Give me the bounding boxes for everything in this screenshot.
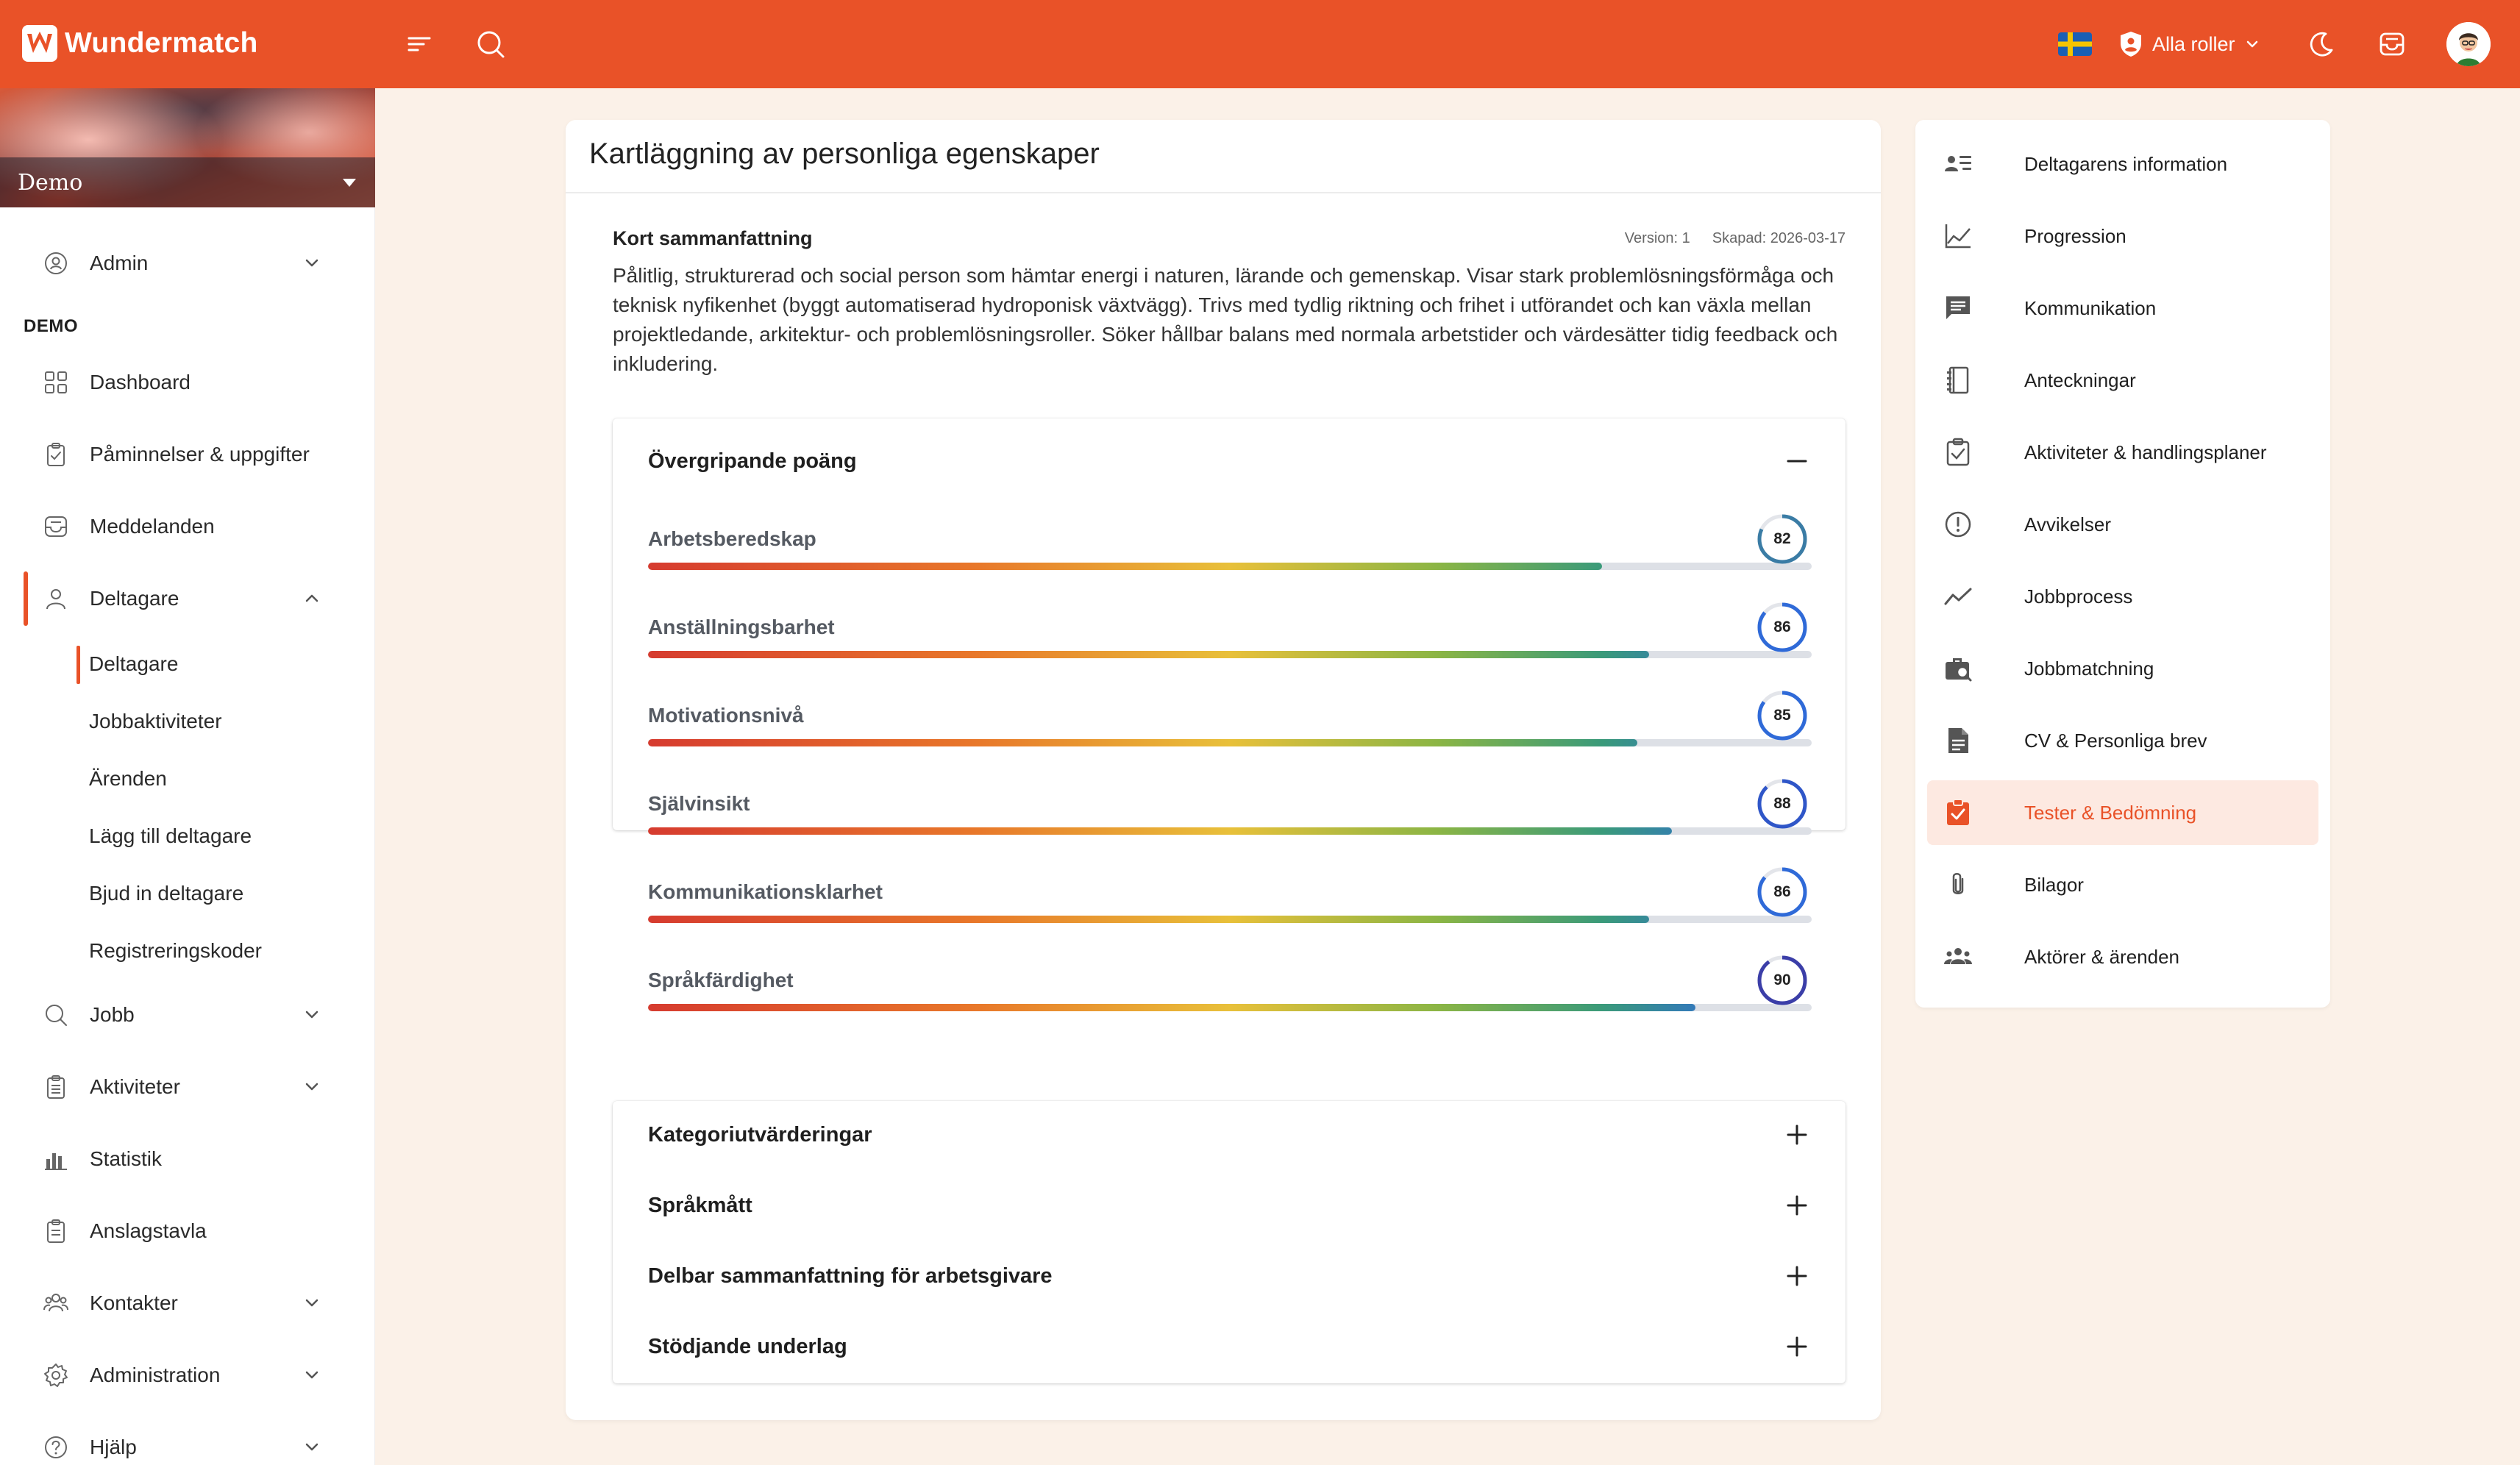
search-button[interactable] [467, 21, 514, 68]
sidebar-item-jobs[interactable] [0, 991, 375, 1038]
score-bar-fill [648, 651, 1649, 658]
user-avatar[interactable] [2446, 22, 2491, 66]
score-value: 85 [1773, 707, 1791, 724]
sidebar-item-label: Aktiviteter [90, 1075, 180, 1098]
score-bar-fill [648, 827, 1672, 835]
score-label: Motivationsnivå [648, 704, 804, 727]
sort-lines-icon [405, 29, 434, 59]
chevron-down-icon [302, 1293, 322, 1313]
sidebar-section-label: DEMO [24, 316, 78, 336]
clipboard-list-icon [43, 1218, 69, 1244]
page-title: Kartläggning av personliga egenskaper [589, 138, 1100, 170]
score-value: 82 [1773, 530, 1791, 547]
menu-progression[interactable] [1927, 204, 2318, 268]
score-label: Kommunikationsklarhet [648, 880, 883, 903]
expand-icon[interactable] [1784, 1263, 1810, 1289]
sidebar-item-label: Deltagare [90, 587, 179, 610]
caret-down-icon [343, 179, 356, 187]
menu-communication[interactable] [1927, 276, 2318, 341]
score-bar-fill [648, 916, 1649, 923]
search-icon [43, 1002, 69, 1028]
chevron-down-icon [302, 1077, 322, 1097]
score-value: 86 [1773, 619, 1791, 635]
score-row [648, 504, 1812, 592]
score-bar-track [648, 916, 1812, 923]
sidebar-item-label: Kontakter [90, 1291, 178, 1314]
summary-heading: Kort sammanfattning [613, 227, 813, 249]
menu-notes[interactable] [1927, 348, 2318, 413]
trend-icon [1943, 582, 1973, 611]
contacts-icon [43, 1290, 69, 1316]
sidebar-item-label: Hjälp [90, 1436, 137, 1458]
inbox-button[interactable] [2368, 21, 2416, 68]
sidebar-item-dashboard[interactable] [0, 359, 375, 406]
score-label: Anställningsbarhet [648, 616, 835, 638]
inbox-icon [43, 513, 69, 540]
briefcase-search-icon [1943, 654, 1973, 683]
inbox-icon [2377, 29, 2407, 59]
assessment-card [566, 120, 1881, 1420]
active-indicator [24, 571, 28, 626]
swedish-flag-icon[interactable] [2058, 32, 2092, 56]
sidebar-item-label: Påminnelser & uppgifter [90, 443, 310, 466]
expand-icon[interactable] [1784, 1333, 1810, 1360]
organization-banner[interactable] [0, 88, 375, 207]
sidebar-item-label: Jobb [90, 1003, 135, 1026]
menu-label: Jobbprocess [2024, 585, 2133, 607]
chevron-down-icon [302, 1365, 322, 1386]
sidebar-item-contacts[interactable] [0, 1280, 375, 1327]
menu-cv-letters[interactable] [1927, 708, 2318, 773]
score-bar-track [648, 739, 1812, 746]
score-bar-fill [648, 1004, 1695, 1011]
dashboard-grid-icon [43, 369, 69, 396]
sidebar-item-reminders[interactable] [0, 431, 375, 478]
alert-icon [1943, 510, 1973, 539]
sidebar-item-admin[interactable] [0, 240, 375, 287]
section-category-evaluations[interactable]: Kategoriutvärderingar [648, 1123, 872, 1147]
search-icon [474, 28, 507, 60]
summary-meta [1625, 230, 1845, 247]
chat-icon [1943, 293, 1973, 323]
menu-tests-assessment[interactable] [1927, 780, 2318, 845]
app-logo[interactable] [22, 25, 258, 62]
menu-label: CV & Personliga brev [2024, 729, 2207, 752]
collapse-icon[interactable] [1784, 448, 1810, 474]
menu-label: Avvikelser [2024, 513, 2112, 535]
menu-job-process[interactable] [1927, 564, 2318, 629]
section-supporting-evidence[interactable]: Stödjande underlag [648, 1335, 847, 1358]
assignment-check-icon [1943, 798, 1973, 827]
menu-participant-info[interactable] [1927, 132, 2318, 196]
active-subitem-indicator [76, 646, 80, 684]
clipboard-list-icon [43, 1074, 69, 1100]
sidebar-item-participants[interactable] [0, 575, 375, 622]
clipboard-check-icon [1943, 438, 1973, 467]
expand-icon[interactable] [1784, 1192, 1810, 1219]
top-bar [0, 0, 2520, 88]
summary-text: Pålitlig, strukturerad och social person som hämtar energi i naturen, lärande och gemenskap. Visar stark problemlösningsförmåga och teknisk nyfikenhet (byggt automatiserad hydroponisk växtvägg). Trivs med tydlig riktning och frihet i utförandet och kan växla mellan projektledande, arkitektur- och problemlösningsroller. Söker hållbar balans med normala arbetstider och värdesätter tidig feedback och inkludering. [613, 264, 1838, 375]
group-icon [1943, 942, 1973, 972]
chevron-down-icon [302, 1005, 322, 1025]
created-date: Skapad: 2026-03-17 [1712, 230, 1845, 246]
sidebar-item-label: Dashboard [90, 371, 191, 393]
score-row [648, 680, 1812, 769]
menu-toggle-button[interactable] [396, 21, 443, 68]
chevron-up-icon [302, 588, 322, 609]
document-icon [1943, 726, 1973, 755]
menu-label: Anteckningar [2024, 368, 2136, 391]
score-row [648, 857, 1812, 945]
sidebar-item-label: Administration [90, 1364, 221, 1386]
subitem-add-participant[interactable]: Lägg till deltagare [89, 824, 252, 847]
sidebar-item-label: Meddelanden [90, 515, 215, 538]
score-bar-track [648, 563, 1812, 570]
participant-menu [1915, 120, 2330, 1008]
bar-chart-icon [43, 1146, 69, 1172]
score-value: 86 [1773, 883, 1791, 900]
menu-label: Jobbmatchning [2024, 657, 2154, 680]
score-label: Självinsikt [648, 792, 750, 815]
menu-job-matching[interactable] [1927, 636, 2318, 701]
organization-selector[interactable] [0, 157, 375, 207]
subitem-cases[interactable]: Ärenden [89, 767, 167, 790]
score-bar-fill [648, 563, 1602, 570]
sidebar-item-bulletin-board[interactable] [0, 1208, 375, 1255]
subitem-participants[interactable]: Deltagare [89, 652, 179, 675]
paperclip-icon [1943, 870, 1973, 899]
score-row [648, 945, 1812, 1033]
menu-label: Tester & Bedömning [2024, 801, 2197, 824]
score-label: Arbetsberedskap [648, 527, 816, 550]
score-bar-fill [648, 739, 1637, 746]
menu-label: Kommunikation [2024, 296, 2157, 319]
gear-icon [43, 1362, 69, 1389]
collapsed-sections-panel [613, 1101, 1845, 1383]
score-bar-track [648, 1004, 1812, 1011]
menu-label: Bilagor [2024, 873, 2084, 896]
logo-mark-icon [22, 25, 57, 62]
chevron-down-icon [302, 1437, 322, 1458]
overall-scores-panel [613, 418, 1845, 991]
sidebar [0, 88, 375, 1465]
sidebar-item-statistics[interactable] [0, 1136, 375, 1183]
admin-user-icon [43, 250, 69, 277]
organization-name: Demo [18, 169, 83, 196]
menu-label: Aktörer & ärenden [2024, 945, 2180, 968]
score-bar-track [648, 651, 1812, 658]
shield-user-icon [2118, 30, 2143, 58]
moon-icon [2307, 29, 2336, 59]
sidebar-item-messages[interactable] [0, 503, 375, 550]
sidebar-item-label: Admin [90, 252, 149, 274]
sidebar-item-help[interactable] [0, 1424, 375, 1465]
person-list-icon [1943, 149, 1973, 179]
version-label: Version: 1 [1624, 230, 1690, 246]
menu-label: Aktiviteter & handlingsplaner [2024, 441, 2267, 463]
sidebar-item-label: Statistik [90, 1147, 163, 1170]
overall-scores-heading[interactable]: Övergripande poäng [648, 449, 857, 473]
sidebar-item-activities[interactable] [0, 1063, 375, 1111]
notebook-icon [1943, 366, 1973, 395]
score-label: Språkfärdighet [648, 969, 794, 991]
line-chart-icon [1943, 221, 1973, 251]
roles-dropdown[interactable] [2118, 26, 2260, 62]
menu-actors-cases[interactable] [1927, 924, 2318, 989]
help-circle-icon [43, 1434, 69, 1461]
expand-icon[interactable] [1784, 1122, 1810, 1148]
menu-label: Progression [2024, 224, 2126, 247]
subitem-invite-participant[interactable]: Bjud in deltagare [89, 882, 244, 905]
score-value: 88 [1773, 795, 1791, 812]
menu-activities-plans[interactable] [1927, 420, 2318, 485]
sidebar-item-label: Anslagstavla [90, 1219, 207, 1242]
score-bar-track [648, 827, 1812, 835]
sidebar-item-administration[interactable] [0, 1352, 375, 1399]
section-employer-summary[interactable]: Delbar sammanfattning för arbetsgivare [648, 1264, 1053, 1288]
chevron-down-icon [2244, 36, 2260, 52]
section-language-measures[interactable]: Språkmått [648, 1194, 752, 1217]
score-row [648, 769, 1812, 857]
menu-label: Deltagarens information [2024, 152, 2228, 175]
roles-label: Alla roller [2152, 32, 2235, 55]
person-icon [43, 585, 69, 612]
score-value: 90 [1773, 972, 1791, 988]
subitem-job-activities[interactable]: Jobbaktiviteter [89, 710, 222, 732]
app-name: Wundermatch [65, 27, 258, 59]
menu-attachments[interactable] [1927, 852, 2318, 917]
score-row [648, 592, 1812, 680]
clipboard-check-icon [43, 441, 69, 468]
dark-mode-button[interactable] [2298, 21, 2345, 68]
divider [566, 192, 1881, 193]
menu-deviations[interactable] [1927, 492, 2318, 557]
subitem-registration-codes[interactable]: Registreringskoder [89, 939, 262, 962]
chevron-down-icon [302, 253, 322, 274]
